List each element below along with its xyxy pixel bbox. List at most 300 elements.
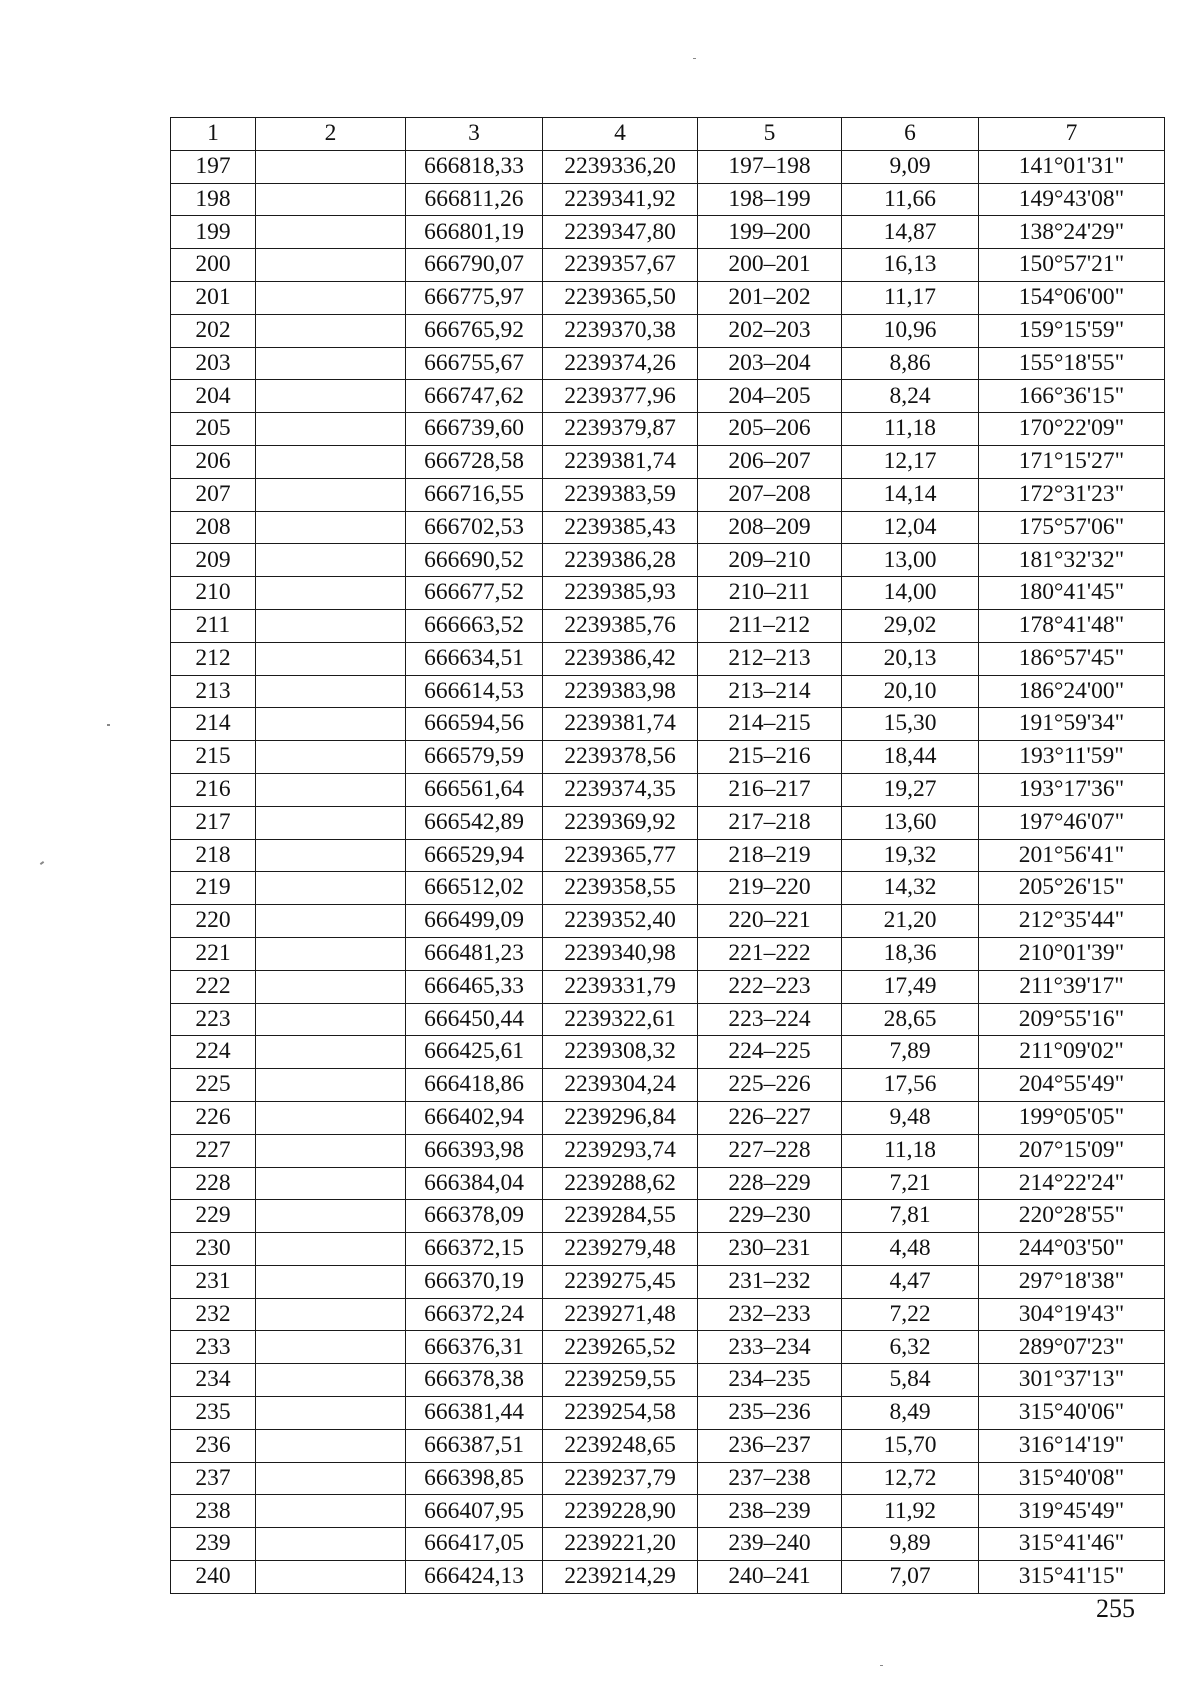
direction-angle-cell: 197°46'07"	[979, 806, 1165, 839]
col2-cell-cell	[256, 1101, 406, 1134]
point-number-cell: 224	[171, 1036, 256, 1069]
point-number-cell: 214	[171, 708, 256, 741]
direction-angle-cell: 178°41'48"	[979, 609, 1165, 642]
column-header-3: 3	[406, 118, 543, 151]
column-header-5: 5	[698, 118, 842, 151]
segment-cell: 240–241	[698, 1561, 842, 1594]
table-row	[171, 511, 1165, 544]
y-coordinate-cell: 2239237,79	[543, 1462, 698, 1495]
col2-cell-cell	[256, 445, 406, 478]
col2-cell-cell	[256, 380, 406, 413]
table-row	[171, 708, 1165, 741]
direction-angle-cell: 301°37'13"	[979, 1364, 1165, 1397]
x-coordinate-cell: 666499,09	[406, 905, 543, 938]
table-row	[171, 1003, 1165, 1036]
direction-angle-cell: 315°41'15"	[979, 1561, 1165, 1594]
y-coordinate-cell: 2239383,59	[543, 478, 698, 511]
x-coordinate-cell: 666677,52	[406, 577, 543, 610]
col2-cell-cell	[256, 1429, 406, 1462]
x-coordinate-cell: 666372,24	[406, 1298, 543, 1331]
table-header-row	[171, 118, 1165, 151]
coordinates-table	[170, 117, 1165, 1594]
segment-cell: 219–220	[698, 872, 842, 905]
point-number-cell: 229	[171, 1200, 256, 1233]
x-coordinate-cell: 666579,59	[406, 741, 543, 774]
length-cell: 9,09	[842, 150, 979, 183]
col2-cell-cell	[256, 806, 406, 839]
segment-cell: 224–225	[698, 1036, 842, 1069]
table-row	[171, 1101, 1165, 1134]
point-number-cell: 215	[171, 741, 256, 774]
length-cell: 6,32	[842, 1331, 979, 1364]
column-header-1: 1	[171, 118, 256, 151]
table-row	[171, 314, 1165, 347]
length-cell: 4,47	[842, 1265, 979, 1298]
segment-cell: 235–236	[698, 1397, 842, 1430]
col2-cell-cell	[256, 905, 406, 938]
col2-cell-cell	[256, 1462, 406, 1495]
segment-cell: 231–232	[698, 1265, 842, 1298]
table-row	[171, 544, 1165, 577]
table-row	[171, 642, 1165, 675]
y-coordinate-cell: 2239386,42	[543, 642, 698, 675]
direction-angle-cell: 155°18'55"	[979, 347, 1165, 380]
segment-cell: 228–229	[698, 1167, 842, 1200]
direction-angle-cell: 201°56'41"	[979, 839, 1165, 872]
direction-angle-cell: 319°45'49"	[979, 1495, 1165, 1528]
x-coordinate-cell: 666370,19	[406, 1265, 543, 1298]
col2-cell-cell	[256, 741, 406, 774]
x-coordinate-cell: 666739,60	[406, 413, 543, 446]
y-coordinate-cell: 2239214,29	[543, 1561, 698, 1594]
segment-cell: 211–212	[698, 609, 842, 642]
point-number-cell: 201	[171, 281, 256, 314]
length-cell: 11,92	[842, 1495, 979, 1528]
direction-angle-cell: 150°57'21"	[979, 249, 1165, 282]
length-cell: 12,04	[842, 511, 979, 544]
column-header-7: 7	[979, 118, 1165, 151]
length-cell: 5,84	[842, 1364, 979, 1397]
length-cell: 8,49	[842, 1397, 979, 1430]
x-coordinate-cell: 666372,15	[406, 1233, 543, 1266]
direction-angle-cell: 159°15'59"	[979, 314, 1165, 347]
segment-cell: 205–206	[698, 413, 842, 446]
scan-speck	[40, 861, 44, 865]
length-cell: 11,18	[842, 1134, 979, 1167]
x-coordinate-cell: 666402,94	[406, 1101, 543, 1134]
col2-cell-cell	[256, 970, 406, 1003]
table-row	[171, 1561, 1165, 1594]
segment-cell: 239–240	[698, 1528, 842, 1561]
direction-angle-cell: 191°59'34"	[979, 708, 1165, 741]
length-cell: 15,70	[842, 1429, 979, 1462]
x-coordinate-cell: 666614,53	[406, 675, 543, 708]
y-coordinate-cell: 2239221,20	[543, 1528, 698, 1561]
segment-cell: 214–215	[698, 708, 842, 741]
table-row	[171, 1331, 1165, 1364]
segment-cell: 212–213	[698, 642, 842, 675]
y-coordinate-cell: 2239377,96	[543, 380, 698, 413]
direction-angle-cell: 141°01'31"	[979, 150, 1165, 183]
point-number-cell: 223	[171, 1003, 256, 1036]
point-number-cell: 209	[171, 544, 256, 577]
col2-cell-cell	[256, 1495, 406, 1528]
table-row	[171, 249, 1165, 282]
segment-cell: 230–231	[698, 1233, 842, 1266]
table-row	[171, 1462, 1165, 1495]
y-coordinate-cell: 2239271,48	[543, 1298, 698, 1331]
direction-angle-cell: 154°06'00"	[979, 281, 1165, 314]
y-coordinate-cell: 2239374,26	[543, 347, 698, 380]
x-coordinate-cell: 666425,61	[406, 1036, 543, 1069]
x-coordinate-cell: 666378,09	[406, 1200, 543, 1233]
x-coordinate-cell: 666702,53	[406, 511, 543, 544]
direction-angle-cell: 211°39'17"	[979, 970, 1165, 1003]
y-coordinate-cell: 2239288,62	[543, 1167, 698, 1200]
length-cell: 11,66	[842, 183, 979, 216]
y-coordinate-cell: 2239228,90	[543, 1495, 698, 1528]
y-coordinate-cell: 2239385,93	[543, 577, 698, 610]
col2-cell-cell	[256, 1134, 406, 1167]
x-coordinate-cell: 666716,55	[406, 478, 543, 511]
x-coordinate-cell: 666378,38	[406, 1364, 543, 1397]
direction-angle-cell: 289°07'23"	[979, 1331, 1165, 1364]
col2-cell-cell	[256, 642, 406, 675]
col2-cell-cell	[256, 839, 406, 872]
direction-angle-cell: 212°35'44"	[979, 905, 1165, 938]
point-number-cell: 199	[171, 216, 256, 249]
point-number-cell: 204	[171, 380, 256, 413]
y-coordinate-cell: 2239385,76	[543, 609, 698, 642]
y-coordinate-cell: 2239284,55	[543, 1200, 698, 1233]
x-coordinate-cell: 666512,02	[406, 872, 543, 905]
x-coordinate-cell: 666417,05	[406, 1528, 543, 1561]
length-cell: 8,24	[842, 380, 979, 413]
y-coordinate-cell: 2239378,56	[543, 741, 698, 774]
y-coordinate-cell: 2239341,92	[543, 183, 698, 216]
segment-cell: 200–201	[698, 249, 842, 282]
table-row	[171, 1233, 1165, 1266]
table-row	[171, 1397, 1165, 1430]
x-coordinate-cell: 666407,95	[406, 1495, 543, 1528]
x-coordinate-cell: 666376,31	[406, 1331, 543, 1364]
point-number-cell: 212	[171, 642, 256, 675]
point-number-cell: 211	[171, 609, 256, 642]
y-coordinate-cell: 2239336,20	[543, 150, 698, 183]
x-coordinate-cell: 666594,56	[406, 708, 543, 741]
table-body	[171, 150, 1165, 1593]
point-number-cell: 217	[171, 806, 256, 839]
length-cell: 4,48	[842, 1233, 979, 1266]
x-coordinate-cell: 666663,52	[406, 609, 543, 642]
table-row	[171, 216, 1165, 249]
length-cell: 16,13	[842, 249, 979, 282]
x-coordinate-cell: 666728,58	[406, 445, 543, 478]
table-row	[171, 872, 1165, 905]
table-row	[171, 839, 1165, 872]
point-number-cell: 221	[171, 937, 256, 970]
col2-cell-cell	[256, 1233, 406, 1266]
point-number-cell: 203	[171, 347, 256, 380]
y-coordinate-cell: 2239279,48	[543, 1233, 698, 1266]
col2-cell-cell	[256, 183, 406, 216]
column-header-2: 2	[256, 118, 406, 151]
col2-cell-cell	[256, 314, 406, 347]
col2-cell-cell	[256, 1069, 406, 1102]
segment-cell: 232–233	[698, 1298, 842, 1331]
x-coordinate-cell: 666529,94	[406, 839, 543, 872]
x-coordinate-cell: 666481,23	[406, 937, 543, 970]
y-coordinate-cell: 2239265,52	[543, 1331, 698, 1364]
direction-angle-cell: 138°24'29"	[979, 216, 1165, 249]
length-cell: 13,60	[842, 806, 979, 839]
segment-cell: 226–227	[698, 1101, 842, 1134]
point-number-cell: 235	[171, 1397, 256, 1430]
table-row	[171, 806, 1165, 839]
table-row	[171, 577, 1165, 610]
segment-cell: 209–210	[698, 544, 842, 577]
length-cell: 8,86	[842, 347, 979, 380]
table-row	[171, 773, 1165, 806]
direction-angle-cell: 181°32'32"	[979, 544, 1165, 577]
length-cell: 17,49	[842, 970, 979, 1003]
table-row	[171, 380, 1165, 413]
segment-cell: 202–203	[698, 314, 842, 347]
direction-angle-cell: 207°15'09"	[979, 1134, 1165, 1167]
col2-cell-cell	[256, 937, 406, 970]
y-coordinate-cell: 2239248,65	[543, 1429, 698, 1462]
x-coordinate-cell: 666424,13	[406, 1561, 543, 1594]
segment-cell: 223–224	[698, 1003, 842, 1036]
table-row	[171, 1134, 1165, 1167]
point-number-cell: 197	[171, 150, 256, 183]
x-coordinate-cell: 666398,85	[406, 1462, 543, 1495]
col2-cell-cell	[256, 1036, 406, 1069]
y-coordinate-cell: 2239340,98	[543, 937, 698, 970]
point-number-cell: 216	[171, 773, 256, 806]
point-number-cell: 237	[171, 1462, 256, 1495]
y-coordinate-cell: 2239331,79	[543, 970, 698, 1003]
x-coordinate-cell: 666801,19	[406, 216, 543, 249]
segment-cell: 238–239	[698, 1495, 842, 1528]
point-number-cell: 219	[171, 872, 256, 905]
table-row	[171, 150, 1165, 183]
point-number-cell: 202	[171, 314, 256, 347]
segment-cell: 204–205	[698, 380, 842, 413]
point-number-cell: 227	[171, 1134, 256, 1167]
direction-angle-cell: 149°43'08"	[979, 183, 1165, 216]
point-number-cell: 220	[171, 905, 256, 938]
x-coordinate-cell: 666634,51	[406, 642, 543, 675]
segment-cell: 236–237	[698, 1429, 842, 1462]
direction-angle-cell: 204°55'49"	[979, 1069, 1165, 1102]
col2-cell-cell	[256, 1561, 406, 1594]
segment-cell: 201–202	[698, 281, 842, 314]
length-cell: 17,56	[842, 1069, 979, 1102]
table-row	[171, 478, 1165, 511]
length-cell: 21,20	[842, 905, 979, 938]
col2-cell-cell	[256, 413, 406, 446]
y-coordinate-cell: 2239365,77	[543, 839, 698, 872]
y-coordinate-cell: 2239347,80	[543, 216, 698, 249]
x-coordinate-cell: 666790,07	[406, 249, 543, 282]
y-coordinate-cell: 2239254,58	[543, 1397, 698, 1430]
col2-cell-cell	[256, 511, 406, 544]
scan-speck	[107, 724, 110, 726]
y-coordinate-cell: 2239275,45	[543, 1265, 698, 1298]
col2-cell-cell	[256, 1364, 406, 1397]
length-cell: 11,18	[842, 413, 979, 446]
col2-cell-cell	[256, 150, 406, 183]
table-row	[171, 183, 1165, 216]
segment-cell: 221–222	[698, 937, 842, 970]
col2-cell-cell	[256, 1003, 406, 1036]
table-row	[171, 970, 1165, 1003]
point-number-cell: 234	[171, 1364, 256, 1397]
col2-cell-cell	[256, 544, 406, 577]
col2-cell-cell	[256, 577, 406, 610]
direction-angle-cell: 315°40'06"	[979, 1397, 1165, 1430]
segment-cell: 215–216	[698, 741, 842, 774]
direction-angle-cell: 297°18'38"	[979, 1265, 1165, 1298]
x-coordinate-cell: 666811,26	[406, 183, 543, 216]
point-number-cell: 239	[171, 1528, 256, 1561]
direction-angle-cell: 211°09'02"	[979, 1036, 1165, 1069]
point-number-cell: 200	[171, 249, 256, 282]
segment-cell: 218–219	[698, 839, 842, 872]
point-number-cell: 240	[171, 1561, 256, 1594]
scan-speck	[880, 1665, 883, 1666]
x-coordinate-cell: 666765,92	[406, 314, 543, 347]
x-coordinate-cell: 666690,52	[406, 544, 543, 577]
y-coordinate-cell: 2239383,98	[543, 675, 698, 708]
table-row	[171, 675, 1165, 708]
table-row	[171, 1495, 1165, 1528]
y-coordinate-cell: 2239369,92	[543, 806, 698, 839]
x-coordinate-cell: 666747,62	[406, 380, 543, 413]
length-cell: 12,72	[842, 1462, 979, 1495]
direction-angle-cell: 199°05'05"	[979, 1101, 1165, 1134]
y-coordinate-cell: 2239358,55	[543, 872, 698, 905]
y-coordinate-cell: 2239374,35	[543, 773, 698, 806]
direction-angle-cell: 193°11'59"	[979, 741, 1165, 774]
page-number: 255	[1096, 1594, 1135, 1623]
col2-cell-cell	[256, 1298, 406, 1331]
y-coordinate-cell: 2239308,32	[543, 1036, 698, 1069]
direction-angle-cell: 186°24'00"	[979, 675, 1165, 708]
length-cell: 14,14	[842, 478, 979, 511]
point-number-cell: 231	[171, 1265, 256, 1298]
direction-angle-cell: 170°22'09"	[979, 413, 1165, 446]
table-row	[171, 1265, 1165, 1298]
segment-cell: 227–228	[698, 1134, 842, 1167]
y-coordinate-cell: 2239357,67	[543, 249, 698, 282]
col2-cell-cell	[256, 872, 406, 905]
y-coordinate-cell: 2239293,74	[543, 1134, 698, 1167]
x-coordinate-cell: 666381,44	[406, 1397, 543, 1430]
point-number-cell: 222	[171, 970, 256, 1003]
length-cell: 14,32	[842, 872, 979, 905]
col2-cell-cell	[256, 1397, 406, 1430]
table-row	[171, 1167, 1165, 1200]
point-number-cell: 213	[171, 675, 256, 708]
length-cell: 9,48	[842, 1101, 979, 1134]
table-row	[171, 413, 1165, 446]
length-cell: 18,44	[842, 741, 979, 774]
x-coordinate-cell: 666384,04	[406, 1167, 543, 1200]
scan-speck	[693, 58, 696, 59]
x-coordinate-cell: 666393,98	[406, 1134, 543, 1167]
length-cell: 7,22	[842, 1298, 979, 1331]
y-coordinate-cell: 2239365,50	[543, 281, 698, 314]
direction-angle-cell: 172°31'23"	[979, 478, 1165, 511]
table-row	[171, 445, 1165, 478]
point-number-cell: 233	[171, 1331, 256, 1364]
col2-cell-cell	[256, 609, 406, 642]
table-row	[171, 609, 1165, 642]
length-cell: 20,10	[842, 675, 979, 708]
segment-cell: 207–208	[698, 478, 842, 511]
table-row	[171, 347, 1165, 380]
point-number-cell: 198	[171, 183, 256, 216]
segment-cell: 198–199	[698, 183, 842, 216]
segment-cell: 208–209	[698, 511, 842, 544]
length-cell: 29,02	[842, 609, 979, 642]
direction-angle-cell: 205°26'15"	[979, 872, 1165, 905]
direction-angle-cell: 175°57'06"	[979, 511, 1165, 544]
point-number-cell: 218	[171, 839, 256, 872]
table-row	[171, 905, 1165, 938]
length-cell: 14,87	[842, 216, 979, 249]
x-coordinate-cell: 666755,67	[406, 347, 543, 380]
table-row	[171, 937, 1165, 970]
segment-cell: 199–200	[698, 216, 842, 249]
y-coordinate-cell: 2239386,28	[543, 544, 698, 577]
segment-cell: 222–223	[698, 970, 842, 1003]
length-cell: 11,17	[842, 281, 979, 314]
x-coordinate-cell: 666387,51	[406, 1429, 543, 1462]
point-number-cell: 232	[171, 1298, 256, 1331]
col2-cell-cell	[256, 773, 406, 806]
segment-cell: 216–217	[698, 773, 842, 806]
col2-cell-cell	[256, 478, 406, 511]
point-number-cell: 210	[171, 577, 256, 610]
table-row	[171, 1298, 1165, 1331]
col2-cell-cell	[256, 1528, 406, 1561]
direction-angle-cell: 315°41'46"	[979, 1528, 1165, 1561]
col2-cell-cell	[256, 216, 406, 249]
length-cell: 28,65	[842, 1003, 979, 1036]
col2-cell-cell	[256, 675, 406, 708]
length-cell: 7,81	[842, 1200, 979, 1233]
point-number-cell: 225	[171, 1069, 256, 1102]
x-coordinate-cell: 666450,44	[406, 1003, 543, 1036]
col2-cell-cell	[256, 1167, 406, 1200]
x-coordinate-cell: 666775,97	[406, 281, 543, 314]
length-cell: 15,30	[842, 708, 979, 741]
table-row	[171, 1069, 1165, 1102]
direction-angle-cell: 209°55'16"	[979, 1003, 1165, 1036]
segment-cell: 206–207	[698, 445, 842, 478]
col2-cell-cell	[256, 281, 406, 314]
length-cell: 12,17	[842, 445, 979, 478]
direction-angle-cell: 193°17'36"	[979, 773, 1165, 806]
x-coordinate-cell: 666418,86	[406, 1069, 543, 1102]
y-coordinate-cell: 2239304,24	[543, 1069, 698, 1102]
segment-cell: 234–235	[698, 1364, 842, 1397]
point-number-cell: 207	[171, 478, 256, 511]
segment-cell: 203–204	[698, 347, 842, 380]
